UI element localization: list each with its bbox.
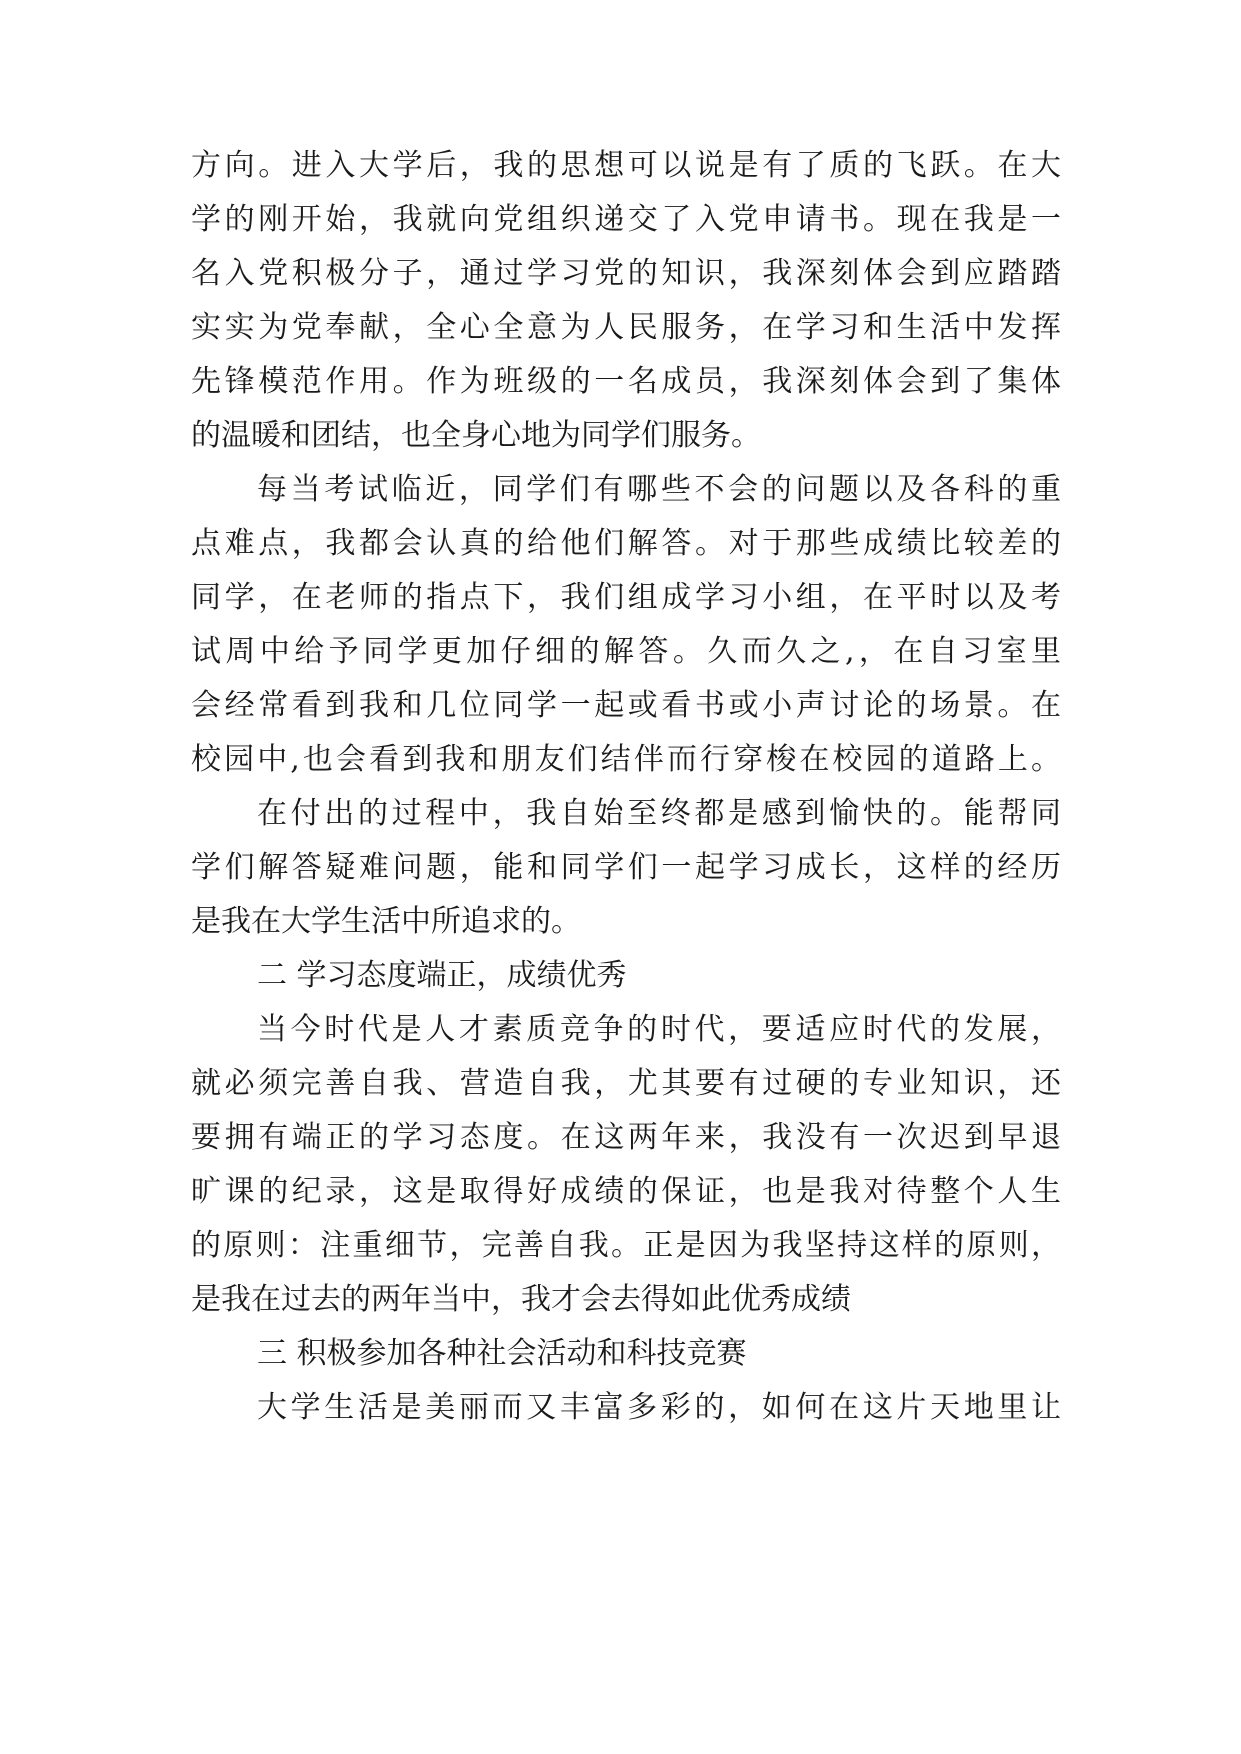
paragraph-line: 名入党积极分子，通过学习党的知识，我深刻体会到应踏踏 <box>191 256 1061 291</box>
paragraph-line: 先锋模范作用。作为班级的一名成员，我深刻体会到了集体 <box>191 364 1061 399</box>
paragraph-line: 就必须完善自我、营造自我，尤其要有过硬的专业知识，还 <box>191 1066 1061 1101</box>
paragraph-line: 的温暖和团结，也全身心地为同学们服务。 <box>191 418 761 453</box>
paragraph-line: 方向。进入大学后，我的思想可以说是有了质的飞跃。在大 <box>191 148 1061 183</box>
paragraph-line: 是我在大学生活中所追求的。 <box>191 904 581 939</box>
paragraph-line: 校园中,也会看到我和朋友们结伴而行穿梭在校园的道路上。 <box>191 742 1061 777</box>
paragraph-line: 是我在过去的两年当中，我才会去得如此优秀成绩 <box>191 1282 851 1317</box>
paragraph-line: 学们解答疑难问题，能和同学们一起学习成长，这样的经历 <box>191 850 1061 885</box>
section-heading: 二 学习态度端正，成绩优秀 <box>257 958 627 993</box>
paragraph-line: 会经常看到我和几位同学一起或看书或小声讨论的场景。在 <box>191 688 1061 723</box>
paragraph-line: 点难点，我都会认真的给他们解答。对于那些成绩比较差的 <box>191 526 1061 561</box>
paragraph-line: 当今时代是人才素质竞争的时代，要适应时代的发展， <box>257 1012 1061 1047</box>
paragraph-line: 每当考试临近，同学们有哪些不会的问题以及各科的重 <box>257 472 1061 507</box>
paragraph-line: 实实为党奉献，全心全意为人民服务，在学习和生活中发挥 <box>191 310 1061 345</box>
section-heading: 三 积极参加各种社会活动和科技竞赛 <box>257 1336 747 1371</box>
paragraph-line: 在付出的过程中，我自始至终都是感到愉快的。能帮同 <box>257 796 1061 831</box>
paragraph-line: 试周中给予同学更加仔细的解答。久而久之,，在自习室里 <box>191 634 1061 669</box>
paragraph-line: 同学，在老师的指点下，我们组成学习小组，在平时以及考 <box>191 580 1061 615</box>
paragraph-line: 旷课的纪录，这是取得好成绩的保证，也是我对待整个人生 <box>191 1174 1061 1209</box>
paragraph-line: 要拥有端正的学习态度。在这两年来，我没有一次迟到早退 <box>191 1120 1061 1155</box>
paragraph-line: 大学生活是美丽而又丰富多彩的，如何在这片天地里让 <box>257 1390 1061 1425</box>
paragraph-line: 的原则：注重细节，完善自我。正是因为我坚持这样的原则， <box>191 1228 1061 1263</box>
paragraph-line: 学的刚开始，我就向党组织递交了入党申请书。现在我是一 <box>191 202 1061 237</box>
